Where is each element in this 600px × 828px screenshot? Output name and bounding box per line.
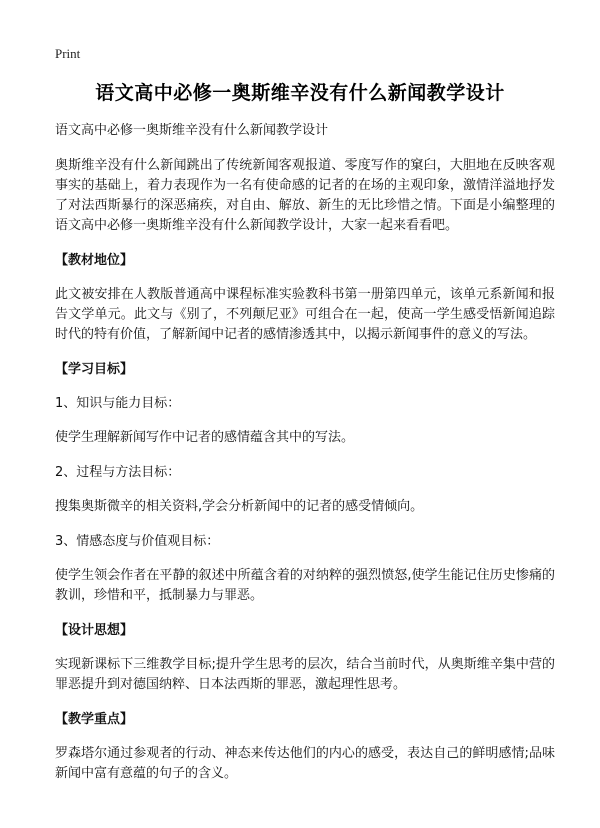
heading-design-ideas: 【设计思想】 xyxy=(55,623,134,638)
print-label: Print xyxy=(55,46,81,61)
subtitle: 语文高中必修一奥斯维辛没有什么新闻教学设计 xyxy=(55,123,329,138)
goal-2-label: 2、过程与方法目标： xyxy=(55,465,181,480)
textbook-position-paragraph: 此文被安排在人教版普通高中课程标准实验教科书第一册第四单元，该单元系新闻和报告文学单元。此文与《别了，不列颠尼亚》可组合在一起，使高一学生感受悟新闻追踪时代的特有价值，了解新闻中记者的感情渗透其中，以揭示新闻事件的意义的写法。 xyxy=(55,287,555,342)
design-ideas-paragraph: 实现新课标下三维教学目标;提升学生思考的层次，结合当前时代，从奥斯维辛集中营的罪恶提升到对德国纳粹、日本法西斯的罪恶，激起理性思考。 xyxy=(55,657,555,692)
heading-learning-goals: 【学习目标】 xyxy=(55,362,134,377)
goal-3-text: 使学生领会作者在平静的叙述中所蕴含着的对纳粹的强烈愤怒,使学生能记住历史惨痛的教训，珍惜和平，抵制暴力与罪恶。 xyxy=(55,568,555,603)
goal-1-text: 使学生理解新闻写作中记者的感情蕴含其中的写法。 xyxy=(55,430,355,445)
intro-paragraph: 奥斯维辛没有什么新闻跳出了传统新闻客观报道、零度写作的窠臼，大胆地在反映客观事实的基础上，着力表现作为一名有使命感的记者的在场的主观印象，激情洋溢地抒发了对法西斯暴行的深恶痛疾，对自由、解放、新生的无比珍惜之情。下面是小编整理的语文高中必修一奥斯维辛没有什么新闻教学设计，大家一起来看看吧。 xyxy=(55,158,555,233)
heading-textbook-position: 【教材地位】 xyxy=(55,253,134,268)
goal-3-label: 3、情感态度与价值观目标： xyxy=(55,534,220,549)
page-title: 语文高中必修一奥斯维辛没有什么新闻教学设计 xyxy=(95,82,505,104)
goal-1-label: 1、知识与能力目标： xyxy=(55,396,181,411)
document-body xyxy=(55,121,555,799)
teaching-focus-paragraph: 罗森塔尔通过参观者的行动、神态来传达他们的内心的感受，表达自己的鲜明感情;品味新闻中富有意蕴的句子的含义。 xyxy=(55,746,555,781)
goal-2-text: 搜集奥斯微辛的相关资料,学会分析新闻中的记者的感受情倾向。 xyxy=(55,499,424,514)
heading-teaching-focus: 【教学重点】 xyxy=(55,712,134,727)
